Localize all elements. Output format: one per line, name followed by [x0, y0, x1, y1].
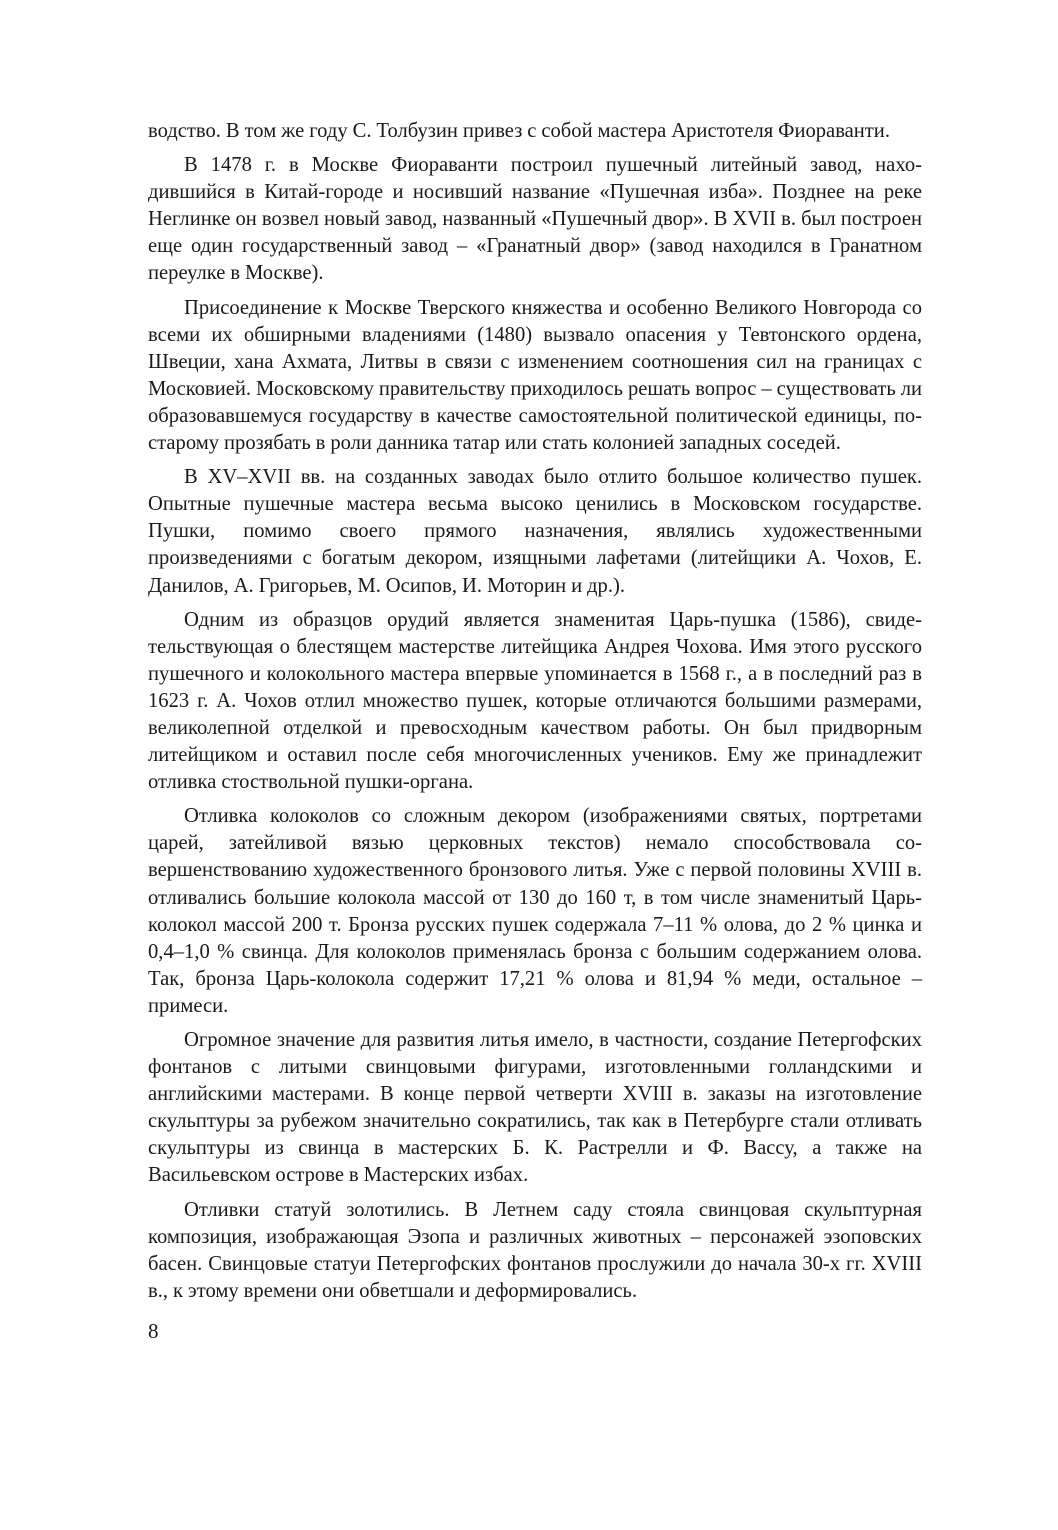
body-text	[148, 118, 922, 1312]
paragraph-6: Отливка колоколов со сложным декором (изображениями святых, портретами царей, затейливой вязью церковных текстов) немало способствовала совершенствованию художественного бронзового литья. Уже с первой половины XVIII в. отливались большие колокола массой от 130 до 160 т, в том числе знаменитый Царь-колокол массой 200 т. Бронза русских пушек содержала 7–11 % олова, до 2 % цинка и 0,4–1,0 % свинца. Для колоколов применялась бронза с большим содержанием олова. Так, бронза Царь-колокола содержит 17,21 % олова и 81,94 % меди, остальное – примеси.	[148, 805, 922, 1017]
paragraph-4: В XV–XVII вв. на созданных заводах было отлито большое количество пушек. Опытные пушечные мастера весьма высоко ценились в Московском государстве. Пушки, помимо своего прямого назначения, являлись художественными произведениями с богатым декором, изящными лафетами (литейщики А. Чохов, Е. Данилов, А. Григорьев, М. Осипов, И. Моторин и др.).	[148, 466, 922, 597]
paragraph-7: Огромное значение для развития литья имело, в частности, создание Петергофских фонтанов с литыми свинцовыми фигурами, изготовленными голландскими и английскими мастерами. В конце первой четверти XVIII в. заказы на изготовление скульптуры за рубежом значительно сократились, так как в Петербурге стали отливать скульптуры из свинца в мастерских Б. К. Растрелли и Ф. Вассу, а также на Васильевском острове в Мастерских избах.	[148, 1029, 922, 1187]
paragraph-8: Отливки статуй золотились. В Летнем саду стояла свинцовая скульптурная композиция, изображающая Эзопа и различных животных – персонажей эзоповских басен. Свинцовые статуи Петергофских фонтанов прослужили до начала 30-х гг. XVIII в., к этому времени они обветшали и деформировались.	[148, 1198, 922, 1302]
paragraph-5: Одним из образцов орудий является знаменитая Царь-пушка (1586), свидетельствующая о блестящем мастерстве литейщика Андрея Чохова. Имя этого русского пушечного и колокольного мастера впервые упоминается в 1568 г., а в последний раз в 1623 г. А. Чохов отлил множество пушек, которые отличаются большими размерами, великолепной отделкой и превосходным качеством работы. Он был придворным литейщиком и оставил после себя многочисленных учеников. Ему же принадлежит отливка стоствольной пушки-органа.	[148, 608, 922, 794]
paragraph-3: Присоединение к Москве Тверского княжества и особенно Великого Новгорода со всеми их обширными владениями (1480) вызвало опасения у Тевтонского ордена, Швеции, хана Ахмата, Литвы в связи с изменением соотношения сил на границах с Московией. Московскому правительству приходилось решать вопрос – существовать ли образовавшемуся государству в качестве самостоятельной политической единицы, по-старому прозябать в роли данника татар или стать колонией западных соседей.	[148, 296, 922, 455]
paragraph-1: водство. В том же году С. Толбузин привез с собой мастера Аристотеля Фиораванти.	[148, 120, 890, 142]
paragraph-2: В 1478 г. в Москве Фиораванти построил пушечный литейный завод, находившийся в Китай-городе и носивший название «Пушечная изба». Позднее на реке Неглинке он возвел новый завод, названный «Пушечный двор». В XVII в. был построен еще один государственный завод – «Гранатный двор» (завод находился в Гранатном переулке в Москве).	[148, 154, 922, 285]
page-number: 8	[148, 1319, 159, 1343]
